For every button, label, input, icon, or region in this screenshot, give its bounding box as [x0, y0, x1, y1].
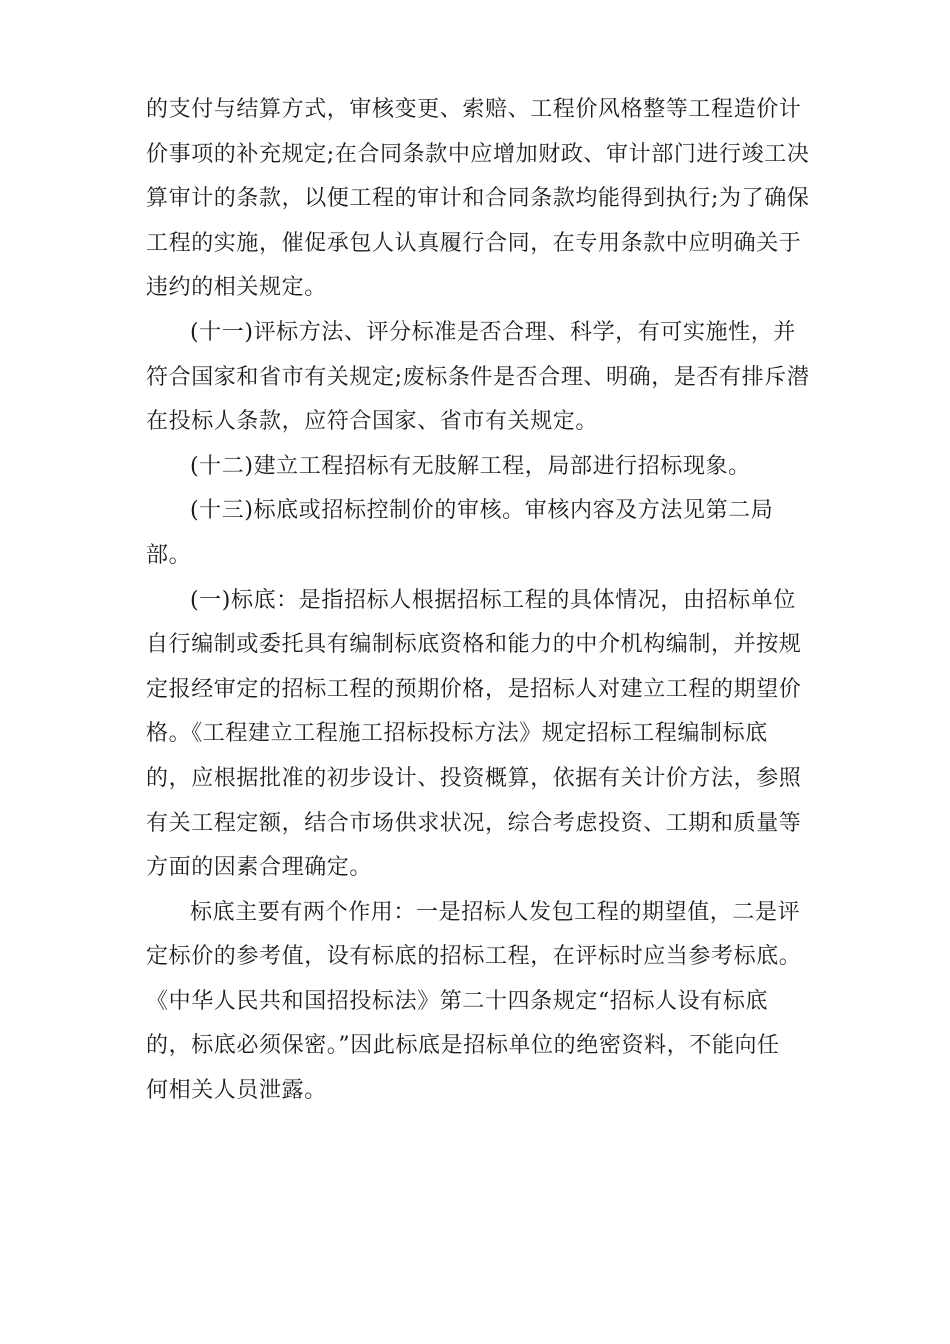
text-line: 的支付与结算方式，审核变更、索赔、工程价风格整等工程造价计: [146, 97, 802, 122]
text-line: 部。: [146, 542, 192, 568]
text-line: 格。《工程建立工程施工招标投标方法》规定招标工程编制标底: [146, 721, 768, 747]
text-line: 何相关人员泄露。: [146, 1078, 327, 1104]
text-line: (十三)标底或招标控制价的审核。审核内容及方法见第二局: [190, 498, 774, 524]
text-line: (一)标底：是指招标人根据招标工程的具体情况，由招标单位: [190, 587, 796, 613]
text-line: 有关工程定额，结合市场供求状况，综合考虑投资、工期和质量等: [146, 810, 802, 836]
text-line: 的，应根据批准的初步设计、投资概算，依据有关计价方法，参照: [146, 765, 802, 791]
text-line: 定报经审定的招标工程的预期价格，是招标人对建立工程的期望价: [146, 676, 802, 702]
text-line: 符合国家和省市有关规定;废标条件是否合理、明确，是否有排斥潜: [146, 364, 810, 390]
text-line: 价事项的补充规定;在合同条款中应增加财政、审计部门进行竣工决: [146, 141, 810, 167]
body-text: [146, 88, 816, 1114]
text-line: 《中华人民共和国招投标法》第二十四条规定“招标人设有标底: [146, 988, 769, 1014]
text-line: 方面的因素合理确定。: [146, 855, 373, 881]
text-line: 的，标底必须保密。”因此标底是招标单位的绝密资料，不能向任: [146, 1033, 780, 1059]
text-line: 在投标人条款，应符合国家、省市有关规定。: [146, 409, 599, 435]
text-line: 工程的实施，催促承包人认真履行合同，在专用条款中应明确关于: [146, 230, 802, 256]
text-line: 自行编制或委托具有编制标底资格和能力的中介机构编制，并按规: [146, 632, 802, 658]
text-line: 定标价的参考值，设有标底的招标工程，在评标时应当参考标底。: [146, 944, 802, 970]
text-line: (十二)建立工程招标有无肢解工程，局部进行招标现象。: [190, 453, 751, 479]
text-line: (十一)评标方法、评分标准是否合理、科学，有可实施性，并: [190, 319, 796, 345]
text-line: 算审计的条款，以便工程的审计和合同条款均能得到执行;为了确保: [146, 186, 810, 212]
text-line: 标底主要有两个作用：一是招标人发包工程的期望值，二是评: [190, 899, 801, 925]
text-line: 违约的相关规定。: [146, 275, 327, 301]
